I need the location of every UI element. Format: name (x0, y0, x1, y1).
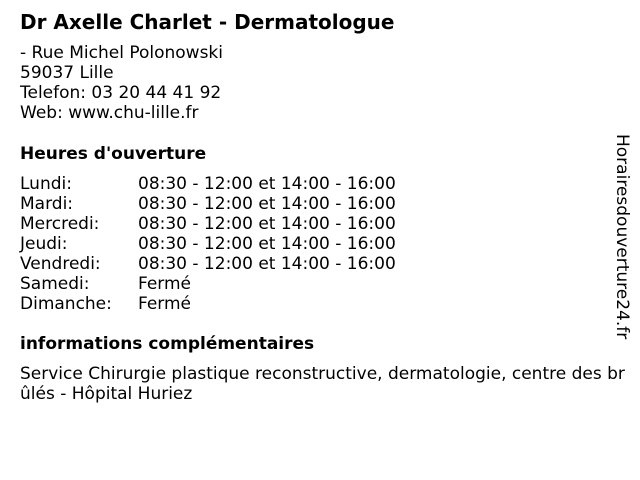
opening-hours-table (20, 174, 396, 314)
hours-time: 08:30 - 12:00 et 14:00 - 16:00 (138, 214, 396, 234)
website-link: Web: www.chu-lille.fr (20, 103, 199, 123)
hours-day: Mardi: (20, 194, 74, 214)
hours-time: 08:30 - 12:00 et 14:00 - 16:00 (138, 254, 396, 274)
phone-number: Telefon: 03 20 44 41 92 (20, 83, 222, 103)
hours-day: Jeudi: (20, 234, 68, 254)
hours-row-saturday (20, 274, 396, 294)
hours-row-thursday (20, 234, 396, 254)
hours-time: 08:30 - 12:00 et 14:00 - 16:00 (138, 174, 396, 194)
hours-heading: Heures d'ouverture (20, 144, 207, 164)
hours-row-monday (20, 174, 396, 194)
hours-day: Samedi: (20, 274, 90, 294)
hours-row-wednesday (20, 214, 396, 234)
hours-day: Vendredi: (20, 254, 101, 274)
hours-row-friday (20, 254, 396, 274)
hours-row-sunday (20, 294, 396, 314)
address-city: 59037 Lille (20, 63, 114, 83)
hours-time: Fermé (138, 274, 192, 294)
address-street: - Rue Michel Polonowski (20, 43, 223, 63)
hours-time: 08:30 - 12:00 et 14:00 - 16:00 (138, 194, 396, 214)
info-heading: informations complémentaires (20, 334, 315, 354)
hours-day: Lundi: (20, 174, 72, 194)
info-text: Service Chirurgie plastique reconstructive, dermatologie, centre des brûlés - Hôpital Huriez (20, 364, 625, 404)
site-watermark: Horairesdouverture24.fr (612, 134, 632, 340)
hours-row-tuesday (20, 194, 396, 214)
hours-day: Mercredi: (20, 214, 100, 234)
page-title: Dr Axelle Charlet - Dermatologue (20, 10, 395, 34)
hours-day: Dimanche: (20, 294, 112, 314)
hours-time: 08:30 - 12:00 et 14:00 - 16:00 (138, 234, 396, 254)
address-block (20, 43, 223, 123)
hours-time: Fermé (138, 294, 192, 314)
